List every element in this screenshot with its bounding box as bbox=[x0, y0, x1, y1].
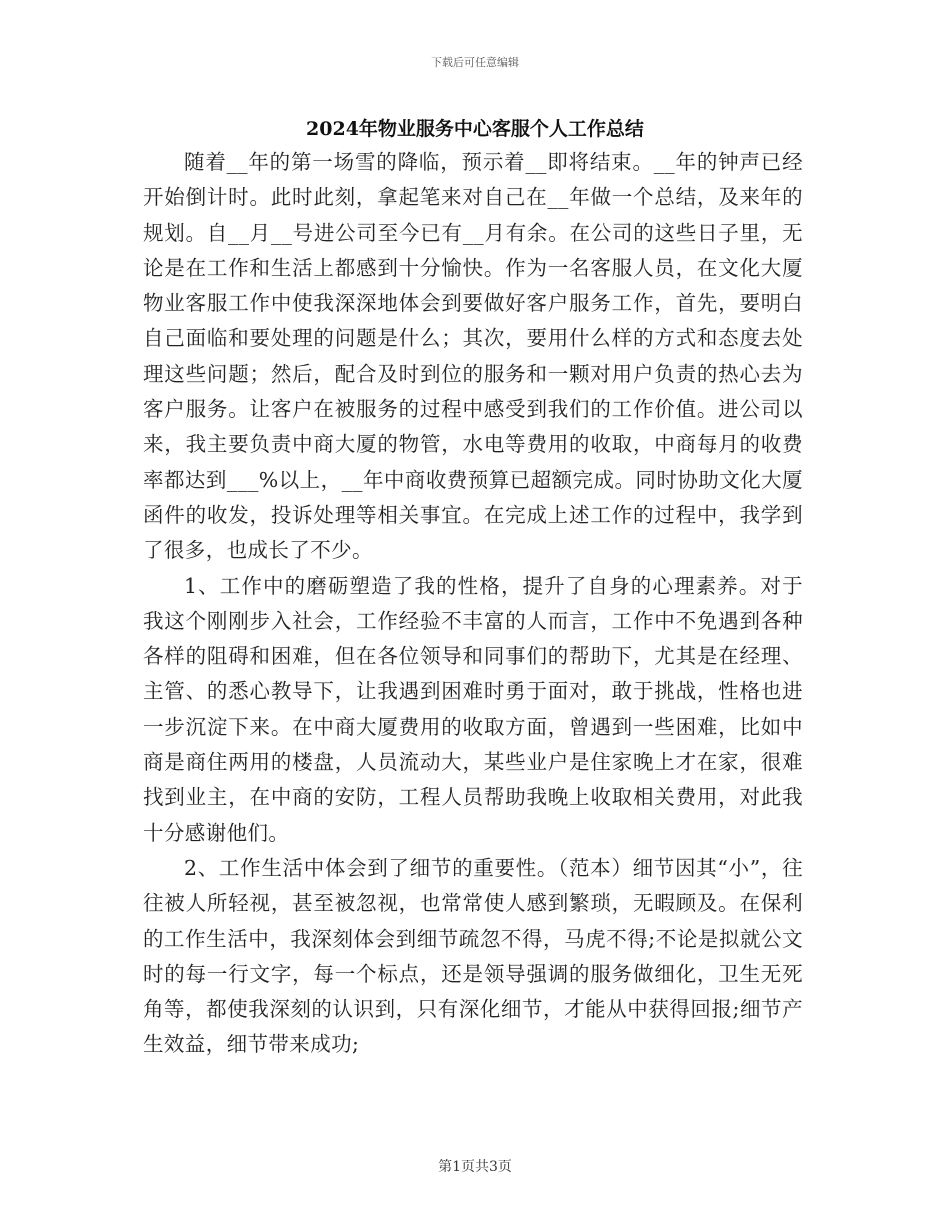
paragraph-point-1: 1、工作中的磨砺塑造了我的性格，提升了自身的心理素养。对于我这个刚刚步入社会，工作经验不丰富的人而言，工作中不免遇到各种各样的阻碍和困难，但在各位领导和同事们的帮助下，尤其是在经理、主管、的悉心教导下，让我遇到困难时勇于面对，敢于挑战，性格也进一步沉淀下来。在中商大厦费用的收取方面，曾遇到一些困难，比如中商是商住两用的楼盘，人员流动大，某些业户是住家晚上才在家，很难找到业主，在中商的安防，工程人员帮助我晚上收取相关费用，对此我十分感谢他们。 bbox=[143, 573, 803, 845]
document-body bbox=[143, 145, 803, 1063]
page-number-footer: 第1页共3页 bbox=[438, 1159, 512, 1175]
paragraph-point-2: 2、工作生活中体会到了细节的重要性。（范本）细节因其“小”，往往被人所轻视，甚至被忽视，也常常使人感到繁琐，无暇顾及。在保利的工作生活中，我深刻体会到细节疏忽不得，马虎不得;不论是拟就公文时的每一行文字，每一个标点，还是领导强调的服务做细化，卫生无死角等，都使我深刻的认识到，只有深化细节，才能从中获得回报;细节产生效益，细节带来成功; bbox=[143, 855, 803, 1057]
header-note: 下载后可任意编辑 bbox=[431, 56, 519, 69]
paragraph-intro: 随着__年的第一场雪的降临，预示着__即将结束。__年的钟声已经开始倒计时。此时此刻，拿起笔来对自己在__年做一个总结，及来年的规划。自__月__号进公司至今已有__月有余。在公司的这些日子里，无论是在工作和生活上都感到十分愉快。作为一名客服人员，在文化大厦物业客服工作中使我深深地体会到要做好客户服务工作，首先，要明白自己面临和要处理的问题是什么；其次，要用什么样的方式和态度去处理这些问题；然后，配合及时到位的服务和一颗对用户负责的热心去为客户服务。让客户在被服务的过程中感受到我们的工作价值。进公司以来，我主要负责中商大厦的物管，水电等费用的收取，中商每月的收费率都达到___%以上，__年中商收费预算已超额完成。同时协助文化大厦函件的收发，投诉处理等相关事宜。在完成上述工作的过程中，我学到了很多，也成长了不少。 bbox=[143, 150, 803, 563]
document-title: 2024年物业服务中心客服个人工作总结 bbox=[306, 118, 644, 140]
